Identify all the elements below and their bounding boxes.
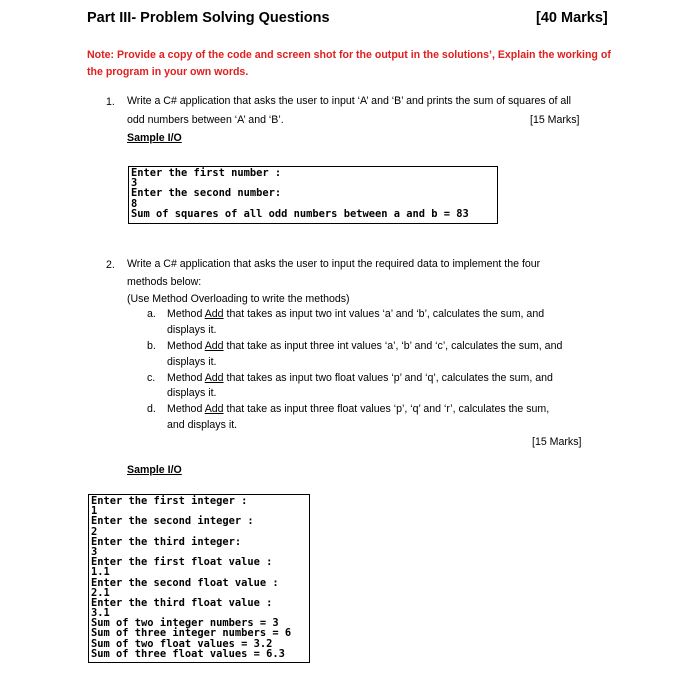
console-line: Enter the second integer : — [91, 515, 254, 528]
item-d-letter: d. — [147, 403, 156, 415]
item-d-pre: Method — [167, 403, 205, 415]
item-b-method: Add — [204, 340, 224, 352]
question-2-console-output — [88, 494, 310, 663]
item-b-pre: Method — [167, 340, 205, 352]
console-line: 3.1 — [91, 607, 110, 620]
item-c-text: that takes as input two float values ‘p’ and ‘q’, calculates the sum, and — [223, 372, 553, 384]
question-1-text-line2: odd numbers between ‘A’ and ‘B’. — [127, 114, 284, 126]
item-d-method: Add — [204, 403, 224, 415]
item-b-line1 — [167, 339, 607, 354]
question-2-number: 2. — [106, 259, 115, 271]
console-line: 3 — [91, 545, 98, 558]
console-line: Enter the second float value : — [91, 576, 279, 589]
item-c-line2: displays it. — [167, 387, 217, 399]
console-line: Sum of two float values = 3.2 — [91, 637, 273, 650]
console-line: Sum of three float values = 6.3 — [91, 647, 285, 660]
question-2-text-line2: methods below: — [127, 276, 202, 288]
item-a-pre: Method — [167, 308, 205, 320]
console-line: Enter the third float value : — [91, 596, 273, 609]
console-line: Enter the first number : — [131, 167, 282, 179]
console-line: 3 — [131, 177, 138, 190]
item-a-method: Add — [204, 308, 224, 320]
item-a-text: that takes as input two int values ‘a’ and ‘b’, calculates the sum, and — [223, 308, 545, 320]
question-1-sample-label: Sample I/O — [127, 132, 182, 144]
item-a-line2: displays it. — [167, 324, 217, 336]
item-c-pre: Method — [167, 372, 205, 384]
console-line: 2 — [91, 525, 98, 538]
item-c-line1 — [167, 371, 607, 386]
item-c-method: Add — [204, 372, 224, 384]
question-1-number: 1. — [106, 96, 115, 108]
console-line: Enter the first integer : — [91, 495, 248, 507]
console-line: 1.1 — [91, 566, 110, 579]
item-b-text: that take as input three int values ‘a’, ‘b’ and ‘c’, calculates the sum, and — [223, 340, 563, 352]
console-line: Sum of squares of all odd numbers between a and b = 83 — [131, 207, 469, 220]
console-line: 8 — [131, 197, 138, 210]
question-1-marks: [15 Marks] — [530, 114, 580, 126]
question-1-text-line1: Write a C# application that asks the user to input ‘A’ and ‘B’ and prints the sum of squares of all — [127, 95, 571, 107]
console-line: Sum of three integer numbers = 6 — [91, 627, 292, 640]
item-d-line2: and displays it. — [167, 419, 238, 431]
item-d-text: that take as input three float values ‘p’, ‘q’ and ‘r’, calculates the sum, — [223, 403, 550, 415]
instructions-note: Note: Provide a copy of the code and screen shot for the output in the solutions’, Explain the working of the program in your own words. — [87, 49, 611, 78]
console-line: Enter the first float value : — [91, 556, 273, 569]
item-d-line1 — [167, 402, 607, 417]
console-line: Sum of two integer numbers = 3 — [91, 617, 279, 630]
console-line: Enter the second number: — [131, 187, 282, 200]
section-title: Part III- Problem Solving Questions — [87, 10, 330, 26]
item-b-line2: displays it. — [167, 356, 217, 368]
console-line: Enter the third integer: — [91, 535, 242, 548]
item-a-letter: a. — [147, 308, 156, 320]
console-line: 1 — [91, 505, 98, 518]
question-2-marks: [15 Marks] — [532, 436, 582, 448]
total-marks: [40 Marks] — [536, 10, 608, 26]
question-1-console-output — [128, 166, 498, 224]
item-c-letter: c. — [147, 372, 156, 384]
item-b-letter: b. — [147, 340, 156, 352]
question-2-sample-label: Sample I/O — [127, 464, 182, 476]
console-line: 2.1 — [91, 586, 110, 599]
item-a-line1 — [167, 307, 607, 322]
question-2-text-line3: (Use Method Overloading to write the methods) — [127, 293, 350, 305]
question-2-text-line1: Write a C# application that asks the user to input the required data to implement the four — [127, 258, 541, 270]
